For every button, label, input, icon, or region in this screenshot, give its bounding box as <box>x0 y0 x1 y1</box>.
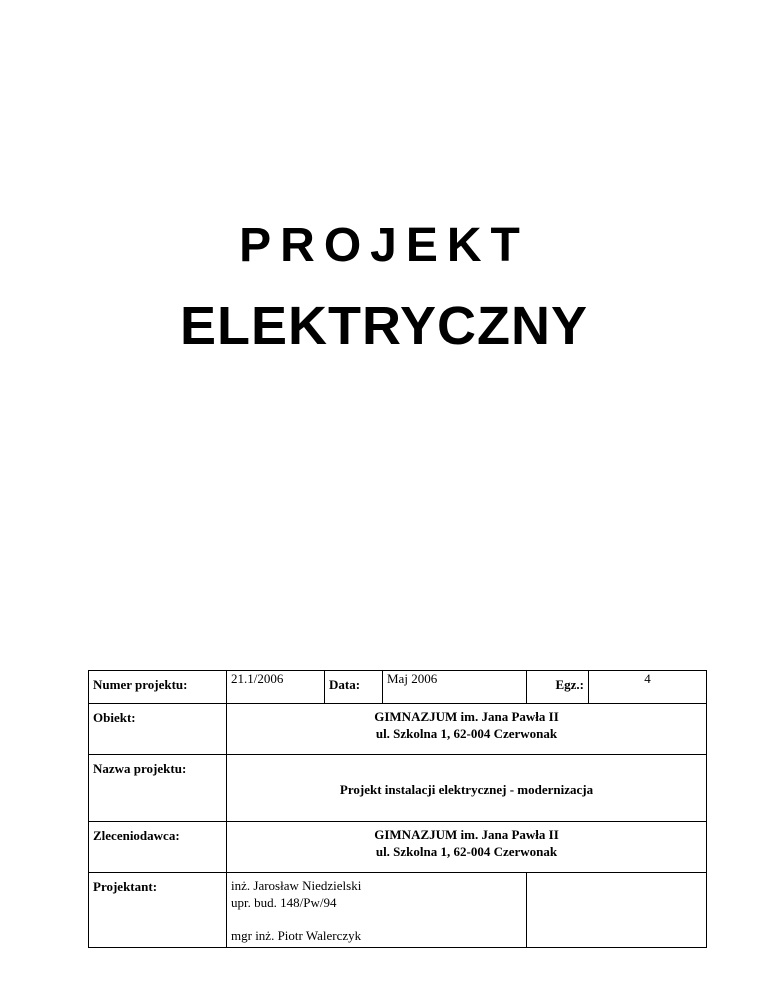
table-row <box>89 671 707 704</box>
project-name-label: Nazwa projektu: <box>89 755 227 822</box>
object-value <box>227 704 707 755</box>
document-title-line-1: PROJEKT <box>239 219 529 272</box>
date-label: Data: <box>325 671 383 704</box>
document-title-line-2: ELEKTRYCZNY <box>179 296 588 356</box>
project-number-label: Numer projektu: <box>89 671 227 704</box>
project-info-table <box>88 670 707 948</box>
client-value <box>227 822 707 873</box>
date-value: Maj 2006 <box>383 671 527 704</box>
object-address: ul. Szkolna 1, 62-004 Czerwonak <box>375 726 558 741</box>
table-row <box>89 704 707 755</box>
table-row <box>89 822 707 873</box>
signature-box <box>527 873 707 948</box>
designer-name-1: inż. Jarosław Niedzielski <box>231 878 362 893</box>
project-name-value: Projekt instalacji elektrycznej - modernizacja <box>227 755 707 822</box>
table-row <box>89 755 707 822</box>
designer-label: Projektant: <box>89 873 227 948</box>
object-label: Obiekt: <box>89 704 227 755</box>
project-number-value: 21.1/2006 <box>227 671 325 704</box>
client-label: Zleceniodawca: <box>89 822 227 873</box>
copy-value: 4 <box>589 671 707 704</box>
table-row <box>89 873 707 948</box>
object-name: GIMNAZJUM im. Jana Pawła II <box>374 709 559 724</box>
client-name: GIMNAZJUM im. Jana Pawła II <box>374 827 559 842</box>
copy-label: Egz.: <box>527 671 589 704</box>
designer-license: upr. bud. 148/Pw/94 <box>231 895 337 910</box>
designer-value <box>227 873 527 948</box>
client-address: ul. Szkolna 1, 62-004 Czerwonak <box>375 844 558 859</box>
designer-name-2: mgr inż. Piotr Walerczyk <box>231 928 362 943</box>
